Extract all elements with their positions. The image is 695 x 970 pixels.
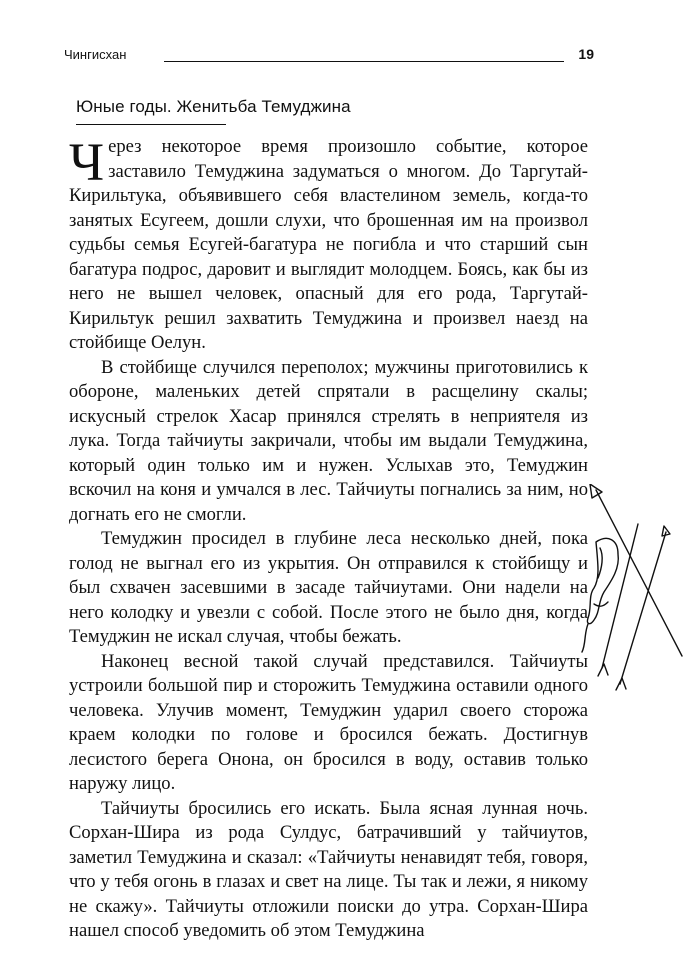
quiver-icon xyxy=(587,538,618,623)
drop-cap: Ч xyxy=(69,132,105,192)
page-number: 19 xyxy=(578,46,594,62)
body-text xyxy=(69,132,588,944)
paragraph-5: Тайчиуты бросились его искать. Была ясная лунная ночь. Сорхан-Шира из рода Сулдус, батрачивший у тайчиутов, заметил Темуджина и сказал: «Тайчиуты ненавидят тебя, говоря, что у тебя огонь в глазах и свет на лице. Ты так и лежи, я никому не скажу». Тайчиуты отложили поиски до утра. Сорхан-Шира нашел способ уведомить об этом Темуджина xyxy=(69,797,588,941)
chapter-title-underline xyxy=(76,124,226,125)
arrows-and-quiver-illustration xyxy=(578,484,688,704)
arrow-1-icon xyxy=(596,490,682,656)
chapter-title: Юные годы. Женитьба Темуджина xyxy=(76,97,351,116)
running-title: Чингисхан xyxy=(64,47,127,62)
paragraph-3: Темуджин просидел в глубине леса несколько дней, пока голод не выгнал его из укрытия. Он отправился к стойбищу и был схвачен засевшими в засаде тайчиутами. Они надели на него колодку и увезли с собой. После этого не было дня, когда Темуджин не искал случая, чтобы бежать. xyxy=(69,528,588,647)
paragraph-2: В стойбище случился переполох; мужчины приготовились к обороне, маленьких детей спрятали в расщелину скалы; искусный стрелок Хасар принялся стрелять в неприятеля из лука. Тогда тайчиуты закричали, чтобы им выдали Темуджина, который один только им и нужен. Услыхав это, Темуджин вскочил на коня и умчался в лес. Тайчиуты погнались за ним, но догнать его не смогли. xyxy=(69,356,588,525)
running-header xyxy=(64,47,600,69)
header-rule xyxy=(164,61,564,62)
arrow-3-icon xyxy=(602,524,638,668)
paragraph-4: Наконец весной такой случай представился. Тайчиуты устроили большой пир и сторожить Темуджина оставили одного человека. Улучив момент, Темуджин ударил своего сторожа краем колодки по голове и бросился бежать. Достигнув лесистого берега Онона, он бросился в воду, оставив только наружу лицо. xyxy=(69,650,588,794)
paragraph-1: Через некоторое время произошло событие, которое заставило Темуджина задуматься о многом. До Таргутай-Кирильтука, объявившего себя властелином земель, когда-то занятых Есугеем, дошли слухи, что брошенная им на произвол судьбы семья Есугей-багатура не погибла и что старший сын багатура подрос, даровит и выглядит молодцем. Боясь, как бы из него не вышел человек, опасный для его рода, Таргутай-Кирильтук решил захватить Темуджина и произвел наезд на стойбище Оелун. xyxy=(69,132,588,353)
arrow-2-icon xyxy=(620,532,666,684)
